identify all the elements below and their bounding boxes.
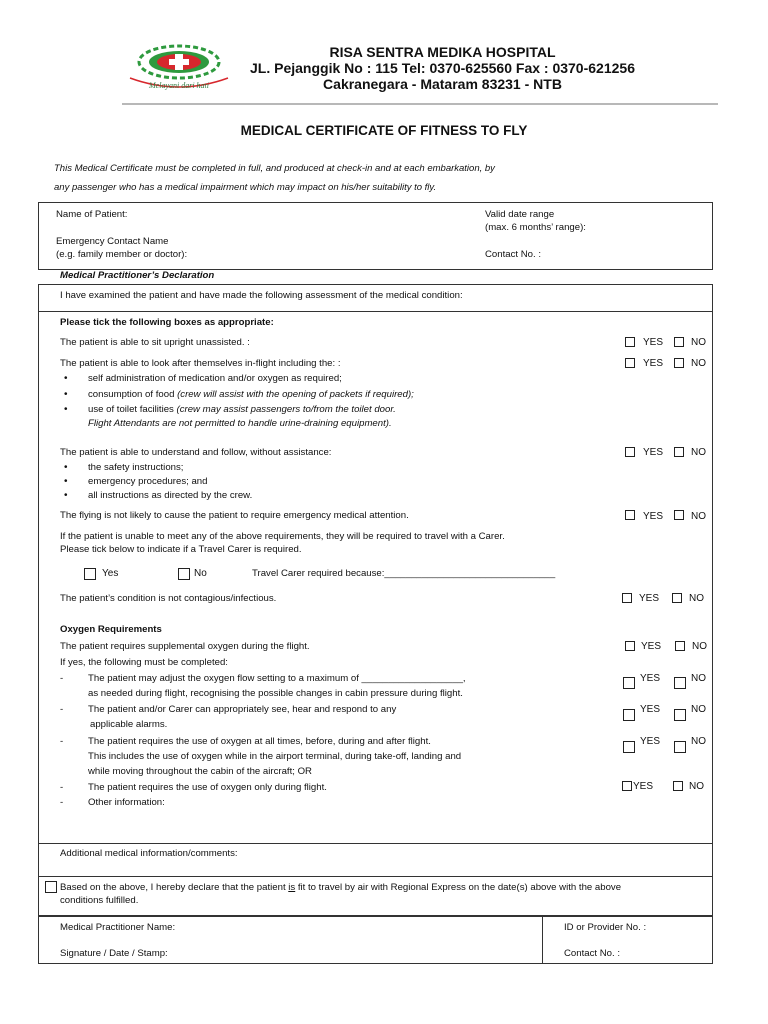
bullet-dot: • — [64, 476, 68, 487]
no-label: NO — [691, 337, 706, 348]
oxygen-all-times: The patient requires the use of oxygen at all times, before, during and after flight. — [88, 736, 431, 747]
oxygen-alarms-cont: applicable alarms. — [90, 719, 168, 730]
no-label: NO — [689, 781, 704, 792]
no-label: NO — [691, 447, 706, 458]
intro-line-2: any passenger who has a medical impairment which may impact on his/her suitability to fly. — [54, 182, 437, 193]
yes-label: YES — [643, 511, 664, 522]
dash: - — [60, 704, 64, 715]
oxygen-during-flight-yes-checkbox[interactable] — [622, 781, 632, 791]
oxygen-alarms-yes-checkbox[interactable] — [623, 709, 635, 721]
contact-no-label: Contact No. : — [485, 249, 541, 260]
row-divider — [38, 876, 713, 877]
oxygen-flow-note: as needed during flight, recognising the possible changes in cabin pressure during flight. — [88, 688, 463, 699]
question-supplemental-oxygen: The patient requires supplemental oxygen during the flight. — [60, 641, 310, 652]
question-understand: The patient is able to understand and follow, without assistance: — [60, 447, 332, 458]
carer-yes-checkbox[interactable] — [84, 568, 96, 580]
carer-no-checkbox[interactable] — [178, 568, 190, 580]
oxygen-yes-checkbox[interactable] — [625, 641, 635, 651]
provider-id-label: ID or Provider No. : — [564, 922, 647, 933]
oxygen-all-times-yes-checkbox[interactable] — [623, 741, 635, 753]
bullet-dot: • — [64, 373, 68, 384]
oxygen-all-times-cont-2: while moving throughout the cabin of the aircraft; OR — [88, 766, 312, 777]
sit-upright-no-checkbox[interactable] — [674, 337, 684, 347]
bullet-dot: • — [64, 462, 68, 473]
hospital-city: Cakranegara - Mataram 83231 - NTB — [323, 76, 562, 92]
yes-label: YES — [641, 641, 662, 652]
question-emergency-attention: The flying is not likely to cause the patient to require emergency medical attention. — [60, 510, 409, 521]
oxygen-alarms-no-checkbox[interactable] — [674, 709, 686, 721]
intro-line-1: This Medical Certificate must be completed in full, and produced at check-in and at each embarkation, by — [54, 163, 495, 174]
patient-name-label: Name of Patient: — [56, 209, 128, 220]
understand-yes-checkbox[interactable] — [625, 447, 635, 457]
yes-label: YES — [643, 337, 664, 348]
dash: - — [60, 782, 64, 793]
bullet-dot: • — [64, 404, 68, 415]
oxygen-during-flight: The patient requires the use of oxygen only during flight. — [88, 782, 327, 793]
carer-yes-label: Yes — [102, 568, 119, 579]
self-care-item-medication: self administration of medication and/or oxygen as required; — [88, 373, 342, 384]
practitioner-contact-label: Contact No. : — [564, 948, 620, 959]
question-sit-upright: The patient is able to sit upright unassisted. : — [60, 337, 250, 348]
hospital-name: RISA SENTRA MEDIKA HOSPITAL — [329, 44, 556, 60]
yes-label: YES — [640, 704, 661, 715]
self-care-yes-checkbox[interactable] — [625, 358, 635, 368]
carer-no-label: No — [194, 568, 207, 579]
yes-label: YES — [633, 781, 654, 792]
hospital-logo — [120, 40, 238, 92]
yes-label: YES — [640, 673, 661, 684]
yes-label: YES — [643, 447, 664, 458]
signature-label: Signature / Date / Stamp: — [60, 948, 168, 959]
question-contagious: The patient’s condition is not contagious/infectious. — [60, 593, 277, 604]
signature-divider — [542, 916, 543, 964]
no-label: NO — [691, 511, 706, 522]
declaration-heading: Medical Practitioner’s Declaration — [60, 270, 215, 281]
self-care-no-checkbox[interactable] — [674, 358, 684, 368]
dash: - — [60, 673, 64, 684]
page-title: MEDICAL CERTIFICATE OF FITNESS TO FLY — [240, 123, 528, 138]
oxygen-flow-setting: The patient may adjust the oxygen flow setting to a maximum of ___________________, — [88, 673, 466, 684]
no-label: NO — [691, 704, 706, 715]
question-self-care: The patient is able to look after themselves in-flight including the: : — [60, 358, 341, 369]
oxygen-sub-heading: If yes, the following must be completed: — [60, 657, 228, 668]
carer-reason-field[interactable]: Travel Carer required because:________________________________ — [252, 568, 556, 579]
header-divider — [122, 103, 718, 105]
understand-no-checkbox[interactable] — [674, 447, 684, 457]
understand-item-emergency: emergency procedures; and — [88, 476, 208, 487]
oxygen-flow-yes-checkbox[interactable] — [623, 677, 635, 689]
carer-info-line-2: Please tick below to indicate if a Travel Carer is required. — [60, 544, 302, 555]
oxygen-during-flight-no-checkbox[interactable] — [673, 781, 683, 791]
valid-date-hint: (max. 6 months’ range): — [485, 222, 586, 233]
oxygen-no-checkbox[interactable] — [675, 641, 685, 651]
no-label: NO — [691, 358, 706, 369]
self-care-item-toilet: use of toilet facilities (crew may assist passengers to/from the toilet door. — [88, 404, 396, 415]
sit-upright-yes-checkbox[interactable] — [625, 337, 635, 347]
other-information-label: Other information: — [88, 797, 165, 808]
self-care-item-toilet-note: Flight Attendants are not permitted to handle urine-draining equipment). — [88, 418, 392, 429]
carer-info-line-1: If the patient is unable to meet any of the above requirements, they will be required to travel with a Carer. — [60, 531, 505, 542]
hospital-address: JL. Pejanggik No : 115 Tel: 0370-625560 Fax : 0370-621256 — [250, 60, 635, 76]
yes-label: YES — [640, 736, 661, 747]
no-label: NO — [691, 673, 706, 684]
assessment-line: I have examined the patient and have made the following assessment of the medical condition: — [60, 290, 463, 301]
no-label: NO — [692, 641, 707, 652]
bullet-dot: • — [64, 490, 68, 501]
oxygen-heading: Oxygen Requirements — [60, 624, 162, 635]
oxygen-all-times-no-checkbox[interactable] — [674, 741, 686, 753]
self-care-item-food: consumption of food (crew will assist with the opening of packets if required); — [88, 389, 414, 400]
fit-to-fly-declaration: Based on the above, I hereby declare that the patient is fit to travel by air with Regional Express on the date(s) above with the above — [60, 882, 622, 893]
emergency-attention-no-checkbox[interactable] — [674, 510, 684, 520]
emergency-contact-label: Emergency Contact Name — [56, 236, 169, 247]
oxygen-all-times-cont: This includes the use of oxygen while in the airport terminal, during take-off, landing and — [88, 751, 462, 762]
oxygen-flow-no-checkbox[interactable] — [674, 677, 686, 689]
fit-to-fly-declaration-checkbox[interactable] — [45, 881, 57, 893]
understand-item-crew: all instructions as directed by the crew. — [88, 490, 253, 501]
fit-to-fly-declaration-cont: conditions fulfilled. — [60, 895, 139, 906]
yes-label: YES — [643, 358, 664, 369]
contagious-yes-checkbox[interactable] — [622, 593, 632, 603]
understand-item-safety: the safety instructions; — [88, 462, 184, 473]
row-divider — [38, 311, 713, 312]
valid-date-label: Valid date range — [485, 209, 555, 220]
no-label: NO — [691, 736, 706, 747]
logo-motto: Melayani dari hati — [149, 81, 209, 90]
yes-label: YES — [639, 593, 660, 604]
emergency-attention-yes-checkbox[interactable] — [625, 510, 635, 520]
emergency-contact-hint: (e.g. family member or doctor): — [56, 249, 188, 260]
row-divider — [38, 843, 713, 844]
dash: - — [60, 736, 64, 747]
practitioner-name-label: Medical Practitioner Name: — [60, 922, 176, 933]
tick-heading: Please tick the following boxes as appropriate: — [60, 317, 274, 328]
no-label: NO — [689, 593, 704, 604]
additional-info-label: Additional medical information/comments: — [60, 848, 238, 859]
dash: - — [60, 797, 64, 808]
oxygen-alarms: The patient and/or Carer can appropriately see, hear and respond to any — [88, 704, 397, 715]
contagious-no-checkbox[interactable] — [672, 593, 682, 603]
bullet-dot: • — [64, 389, 68, 400]
